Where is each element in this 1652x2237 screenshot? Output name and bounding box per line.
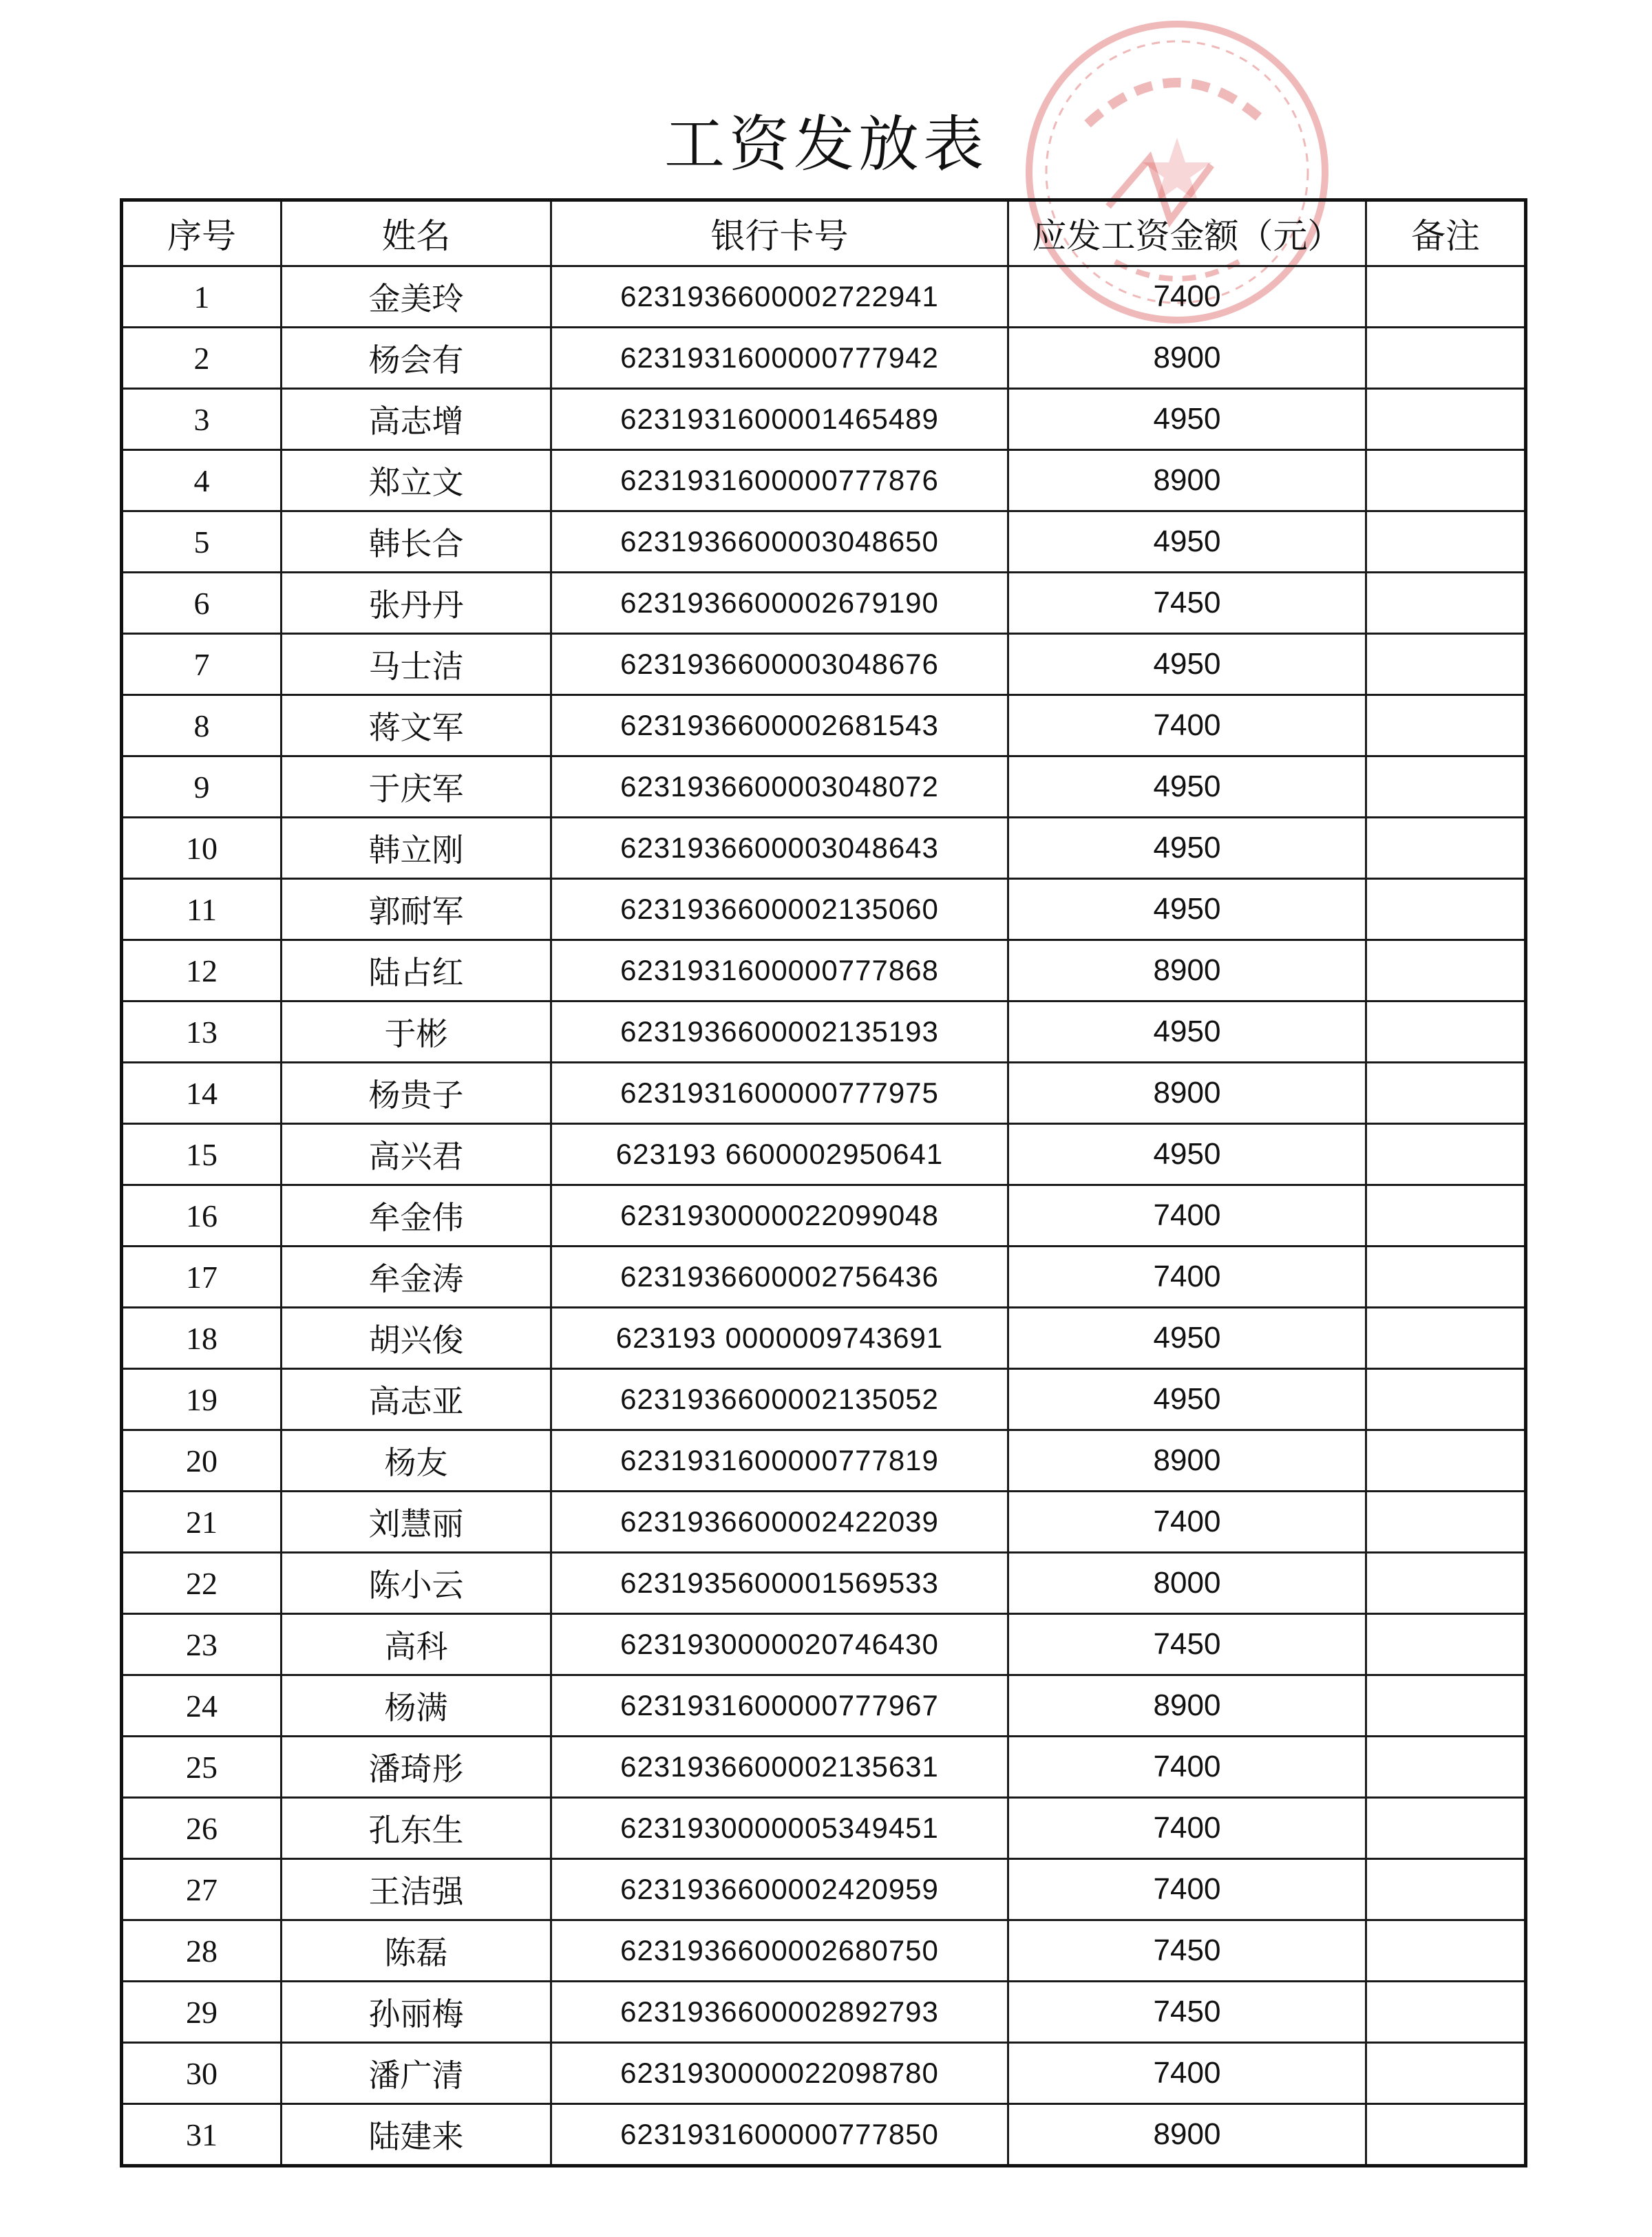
row-note xyxy=(1366,1492,1526,1553)
row-note xyxy=(1366,1859,1526,1920)
table-row xyxy=(122,1492,1526,1553)
row-card-number: 6231931600000777975 xyxy=(551,1063,1008,1124)
row-note xyxy=(1366,1124,1526,1185)
row-seq: 12 xyxy=(122,940,282,1001)
row-seq: 28 xyxy=(122,1920,282,1982)
table-row xyxy=(122,1859,1526,1920)
table-row xyxy=(122,1920,1526,1982)
row-name: 马士洁 xyxy=(282,634,551,695)
table-row xyxy=(122,1982,1526,2043)
row-note xyxy=(1366,1185,1526,1247)
row-amount: 7450 xyxy=(1008,1614,1366,1675)
payroll-table xyxy=(120,198,1527,2167)
table-row xyxy=(122,1063,1526,1124)
row-card-number: 6231936600003048676 xyxy=(551,634,1008,695)
row-note xyxy=(1366,634,1526,695)
table-row xyxy=(122,1124,1526,1185)
row-name: 杨贵子 xyxy=(282,1063,551,1124)
row-amount: 8900 xyxy=(1008,2104,1366,2166)
row-name: 于彬 xyxy=(282,1001,551,1063)
row-seq: 10 xyxy=(122,818,282,879)
row-card-number: 6231931600000777868 xyxy=(551,940,1008,1001)
table-row xyxy=(122,266,1526,328)
table-row xyxy=(122,389,1526,450)
header-amount: 应发工资金额（元） xyxy=(1008,200,1366,266)
row-seq: 19 xyxy=(122,1369,282,1430)
row-amount: 8900 xyxy=(1008,1430,1366,1492)
table-row xyxy=(122,1553,1526,1614)
row-name: 高科 xyxy=(282,1614,551,1675)
row-card-number: 6231931600000777967 xyxy=(551,1675,1008,1737)
row-card-number: 6231931600001465489 xyxy=(551,389,1008,450)
table-row xyxy=(122,1798,1526,1859)
row-card-number: 6231931600000777850 xyxy=(551,2104,1008,2166)
row-amount: 4950 xyxy=(1008,634,1366,695)
table-row xyxy=(122,2104,1526,2166)
table-row xyxy=(122,328,1526,389)
row-note xyxy=(1366,818,1526,879)
row-name: 杨会有 xyxy=(282,328,551,389)
row-name: 王洁强 xyxy=(282,1859,551,1920)
row-note xyxy=(1366,1369,1526,1430)
row-amount: 7400 xyxy=(1008,1859,1366,1920)
row-card-number: 6231930000005349451 xyxy=(551,1798,1008,1859)
row-card-number: 623193 0000009743691 xyxy=(551,1308,1008,1369)
row-seq: 1 xyxy=(122,266,282,328)
row-name: 蒋文军 xyxy=(282,695,551,756)
table-row xyxy=(122,1001,1526,1063)
row-amount: 4950 xyxy=(1008,511,1366,573)
row-seq: 3 xyxy=(122,389,282,450)
row-card-number: 6231936600003048650 xyxy=(551,511,1008,573)
row-name: 牟金伟 xyxy=(282,1185,551,1247)
row-amount: 4950 xyxy=(1008,389,1366,450)
table-row xyxy=(122,1247,1526,1308)
table-row xyxy=(122,2043,1526,2104)
header-card: 银行卡号 xyxy=(551,200,1008,266)
row-seq: 21 xyxy=(122,1492,282,1553)
table-row xyxy=(122,1369,1526,1430)
row-amount: 7400 xyxy=(1008,1492,1366,1553)
row-name: 郑立文 xyxy=(282,450,551,511)
row-note xyxy=(1366,573,1526,634)
row-seq: 18 xyxy=(122,1308,282,1369)
row-seq: 22 xyxy=(122,1553,282,1614)
table-row xyxy=(122,879,1526,940)
row-card-number: 6231936600002135060 xyxy=(551,879,1008,940)
row-card-number: 6231936600002681543 xyxy=(551,695,1008,756)
row-note xyxy=(1366,1430,1526,1492)
row-amount: 7400 xyxy=(1008,266,1366,328)
row-name: 于庆军 xyxy=(282,756,551,818)
header-note: 备注 xyxy=(1366,200,1526,266)
row-note xyxy=(1366,1247,1526,1308)
row-seq: 5 xyxy=(122,511,282,573)
row-note xyxy=(1366,695,1526,756)
row-seq: 24 xyxy=(122,1675,282,1737)
row-seq: 17 xyxy=(122,1247,282,1308)
row-amount: 8000 xyxy=(1008,1553,1366,1614)
row-amount: 4950 xyxy=(1008,1308,1366,1369)
row-amount: 7450 xyxy=(1008,573,1366,634)
table-row xyxy=(122,573,1526,634)
row-card-number: 6231935600001569533 xyxy=(551,1553,1008,1614)
row-name: 韩立刚 xyxy=(282,818,551,879)
row-amount: 8900 xyxy=(1008,1063,1366,1124)
row-seq: 14 xyxy=(122,1063,282,1124)
row-amount: 4950 xyxy=(1008,879,1366,940)
table-row xyxy=(122,450,1526,511)
row-name: 张丹丹 xyxy=(282,573,551,634)
row-card-number: 6231930000020746430 xyxy=(551,1614,1008,1675)
row-note xyxy=(1366,1063,1526,1124)
row-note xyxy=(1366,450,1526,511)
row-card-number: 6231936600002680750 xyxy=(551,1920,1008,1982)
row-card-number: 6231936600002679190 xyxy=(551,573,1008,634)
row-amount: 7400 xyxy=(1008,1798,1366,1859)
row-seq: 23 xyxy=(122,1614,282,1675)
row-seq: 27 xyxy=(122,1859,282,1920)
row-card-number: 6231936600002422039 xyxy=(551,1492,1008,1553)
row-seq: 20 xyxy=(122,1430,282,1492)
row-amount: 4950 xyxy=(1008,1369,1366,1430)
row-note xyxy=(1366,2043,1526,2104)
row-name: 陆建来 xyxy=(282,2104,551,2166)
row-amount: 7400 xyxy=(1008,1185,1366,1247)
header-seq: 序号 xyxy=(122,200,282,266)
row-amount: 8900 xyxy=(1008,1675,1366,1737)
row-name: 潘琦彤 xyxy=(282,1737,551,1798)
row-seq: 29 xyxy=(122,1982,282,2043)
row-name: 杨友 xyxy=(282,1430,551,1492)
row-amount: 4950 xyxy=(1008,818,1366,879)
table-row xyxy=(122,1308,1526,1369)
row-card-number: 6231931600000777819 xyxy=(551,1430,1008,1492)
row-amount: 4950 xyxy=(1008,1124,1366,1185)
row-seq: 6 xyxy=(122,573,282,634)
row-amount: 4950 xyxy=(1008,756,1366,818)
row-amount: 8900 xyxy=(1008,450,1366,511)
header-row xyxy=(122,200,1526,266)
row-card-number: 6231931600000777942 xyxy=(551,328,1008,389)
row-name: 高兴君 xyxy=(282,1124,551,1185)
row-name: 高志亚 xyxy=(282,1369,551,1430)
row-card-number: 6231936600002135052 xyxy=(551,1369,1008,1430)
row-card-number: 6231936600002756436 xyxy=(551,1247,1008,1308)
row-name: 陈磊 xyxy=(282,1920,551,1982)
row-note xyxy=(1366,1614,1526,1675)
page-title: 工资发放表 xyxy=(664,109,988,180)
row-seq: 4 xyxy=(122,450,282,511)
row-name: 牟金涛 xyxy=(282,1247,551,1308)
row-note xyxy=(1366,266,1526,328)
row-name: 金美玲 xyxy=(282,266,551,328)
table-row xyxy=(122,818,1526,879)
row-note xyxy=(1366,511,1526,573)
row-note xyxy=(1366,1553,1526,1614)
row-name: 孔东生 xyxy=(282,1798,551,1859)
row-name: 孙丽梅 xyxy=(282,1982,551,2043)
row-amount: 7400 xyxy=(1008,1247,1366,1308)
row-seq: 11 xyxy=(122,879,282,940)
table-row xyxy=(122,1614,1526,1675)
row-seq: 16 xyxy=(122,1185,282,1247)
row-seq: 31 xyxy=(122,2104,282,2166)
row-name: 胡兴俊 xyxy=(282,1308,551,1369)
row-note xyxy=(1366,328,1526,389)
table-row xyxy=(122,634,1526,695)
row-note xyxy=(1366,389,1526,450)
row-card-number: 6231936600002722941 xyxy=(551,266,1008,328)
row-name: 陆占红 xyxy=(282,940,551,1001)
table-row xyxy=(122,1185,1526,1247)
row-seq: 26 xyxy=(122,1798,282,1859)
row-card-number: 6231936600002420959 xyxy=(551,1859,1008,1920)
row-name: 陈小云 xyxy=(282,1553,551,1614)
row-note xyxy=(1366,940,1526,1001)
table-row xyxy=(122,940,1526,1001)
table-row xyxy=(122,1737,1526,1798)
table-row xyxy=(122,511,1526,573)
row-seq: 25 xyxy=(122,1737,282,1798)
row-amount: 7450 xyxy=(1008,1982,1366,2043)
row-note xyxy=(1366,1737,1526,1798)
row-card-number: 623193 6600002950641 xyxy=(551,1124,1008,1185)
row-card-number: 6231930000022099048 xyxy=(551,1185,1008,1247)
row-seq: 7 xyxy=(122,634,282,695)
row-name: 高志增 xyxy=(282,389,551,450)
row-seq: 8 xyxy=(122,695,282,756)
row-amount: 4950 xyxy=(1008,1001,1366,1063)
row-note xyxy=(1366,1920,1526,1982)
table-row xyxy=(122,756,1526,818)
row-note xyxy=(1366,1001,1526,1063)
row-seq: 9 xyxy=(122,756,282,818)
row-name: 潘广清 xyxy=(282,2043,551,2104)
row-card-number: 6231936600002135193 xyxy=(551,1001,1008,1063)
row-amount: 7400 xyxy=(1008,2043,1366,2104)
table-row xyxy=(122,695,1526,756)
row-note xyxy=(1366,2104,1526,2166)
table-row xyxy=(122,1675,1526,1737)
row-seq: 13 xyxy=(122,1001,282,1063)
row-seq: 15 xyxy=(122,1124,282,1185)
row-name: 杨满 xyxy=(282,1675,551,1737)
row-note xyxy=(1366,756,1526,818)
row-note xyxy=(1366,1308,1526,1369)
header-name: 姓名 xyxy=(282,200,551,266)
row-card-number: 6231936600002892793 xyxy=(551,1982,1008,2043)
row-card-number: 6231936600002135631 xyxy=(551,1737,1008,1798)
row-amount: 7400 xyxy=(1008,695,1366,756)
row-name: 韩长合 xyxy=(282,511,551,573)
row-seq: 30 xyxy=(122,2043,282,2104)
row-note xyxy=(1366,879,1526,940)
row-card-number: 6231930000022098780 xyxy=(551,2043,1008,2104)
row-seq: 2 xyxy=(122,328,282,389)
row-name: 刘慧丽 xyxy=(282,1492,551,1553)
row-note xyxy=(1366,1982,1526,2043)
row-name: 郭耐军 xyxy=(282,879,551,940)
row-card-number: 6231936600003048072 xyxy=(551,756,1008,818)
table-row xyxy=(122,1430,1526,1492)
row-amount: 7400 xyxy=(1008,1737,1366,1798)
row-note xyxy=(1366,1675,1526,1737)
row-amount: 7450 xyxy=(1008,1920,1366,1982)
row-card-number: 6231931600000777876 xyxy=(551,450,1008,511)
row-amount: 8900 xyxy=(1008,328,1366,389)
row-card-number: 6231936600003048643 xyxy=(551,818,1008,879)
row-amount: 8900 xyxy=(1008,940,1366,1001)
row-note xyxy=(1366,1798,1526,1859)
